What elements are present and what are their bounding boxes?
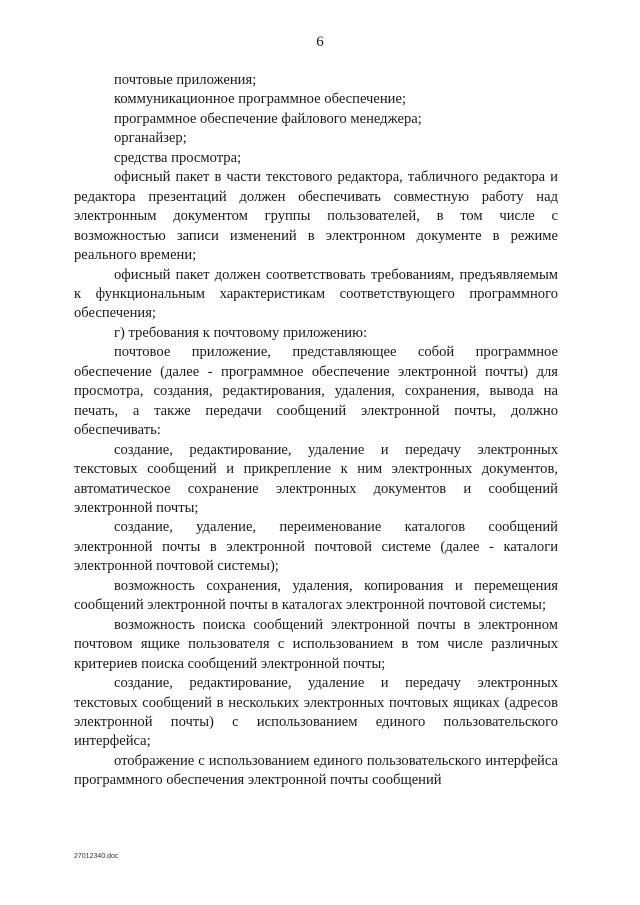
section-heading: г) требования к почтовому приложению: bbox=[114, 324, 368, 341]
paragraph: офисный пакет в части текстового редактора, табличного редактора и редактора презентаций должен обеспечивать совместную работу над электронным документом группы пользователей, в том числе с возможностью записи изменений в электронном документе в режиме реального времени; bbox=[74, 169, 558, 264]
paragraph: офисный пакет должен соответствовать требованиям, предъявляемым к функциональным характеристикам соответствующего программного обеспечения; bbox=[74, 266, 558, 322]
paragraph: создание, удаление, переименование каталогов сообщений электронной почты в электронной почтовой системе (далее - каталоги электронной почтовой системы); bbox=[74, 519, 558, 575]
paragraph: коммуникационное программное обеспечение; bbox=[114, 91, 407, 108]
paragraph: средства просмотра; bbox=[114, 149, 242, 166]
paragraph: программное обеспечение файлового менеджера; bbox=[114, 110, 422, 127]
page-number: 6 bbox=[316, 34, 324, 50]
paragraph: почтовые приложения; bbox=[114, 72, 257, 88]
paragraph: возможность поиска сообщений электронной почты в электронном почтовом ящике пользователя с использованием в том числе различных критериев поиска сообщений электронной почты; bbox=[74, 616, 558, 672]
paragraph: органайзер; bbox=[114, 130, 187, 147]
paragraph: почтовое приложение, представляющее собой программное обеспечение (далее - программное обеспечение электронной почты) для просмотра, создания, редактирования, удаления, сохранения, вывода на печать, а также передачи сообщений электронной почты, должно обеспечивать: bbox=[74, 344, 558, 439]
document-body bbox=[74, 71, 558, 791]
paragraph: создание, редактирование, удаление и передачу электронных текстовых сообщений и прикрепление к ним электронных документов, автоматическое сохранение электронных документов и сообщений электронной почты; bbox=[74, 441, 558, 516]
file-name-footer: 27012340.doc bbox=[74, 853, 119, 860]
paragraph: отображение с использованием единого пользовательского интерфейса программного обеспечения электронной почты сообщений bbox=[74, 752, 558, 789]
paragraph: создание, редактирование, удаление и передачу электронных текстовых сообщений в нескольких электронных почтовых ящиках (адресов электронной почты) с использованием единого пользовательского интерфейса; bbox=[74, 675, 558, 750]
paragraph: возможность сохранения, удаления, копирования и перемещения сообщений электронной почты в каталогах электронной почтовой системы; bbox=[74, 577, 558, 614]
